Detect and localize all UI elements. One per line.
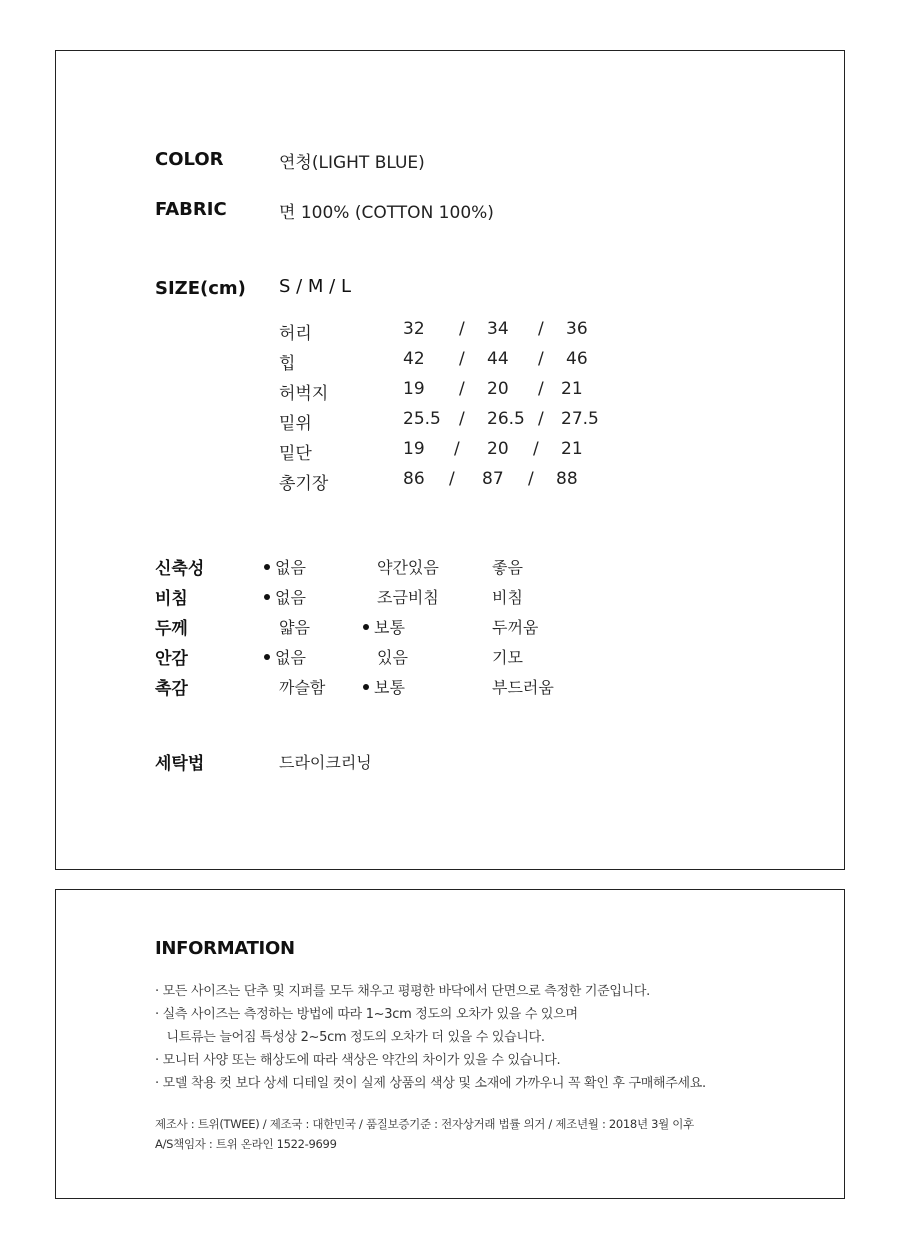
size-options: S / M / L xyxy=(279,276,351,297)
size-value: 36 xyxy=(566,319,588,339)
size-value: 21 xyxy=(561,439,583,459)
size-separator: / xyxy=(449,469,455,489)
property-option-selected: 없음 xyxy=(264,555,306,578)
property-label: 비침 xyxy=(155,589,188,609)
size-row-name: 허리 xyxy=(279,324,312,344)
size-row-name: 밑위 xyxy=(279,414,312,434)
property-option-selected: 없음 xyxy=(264,585,306,608)
property-option-selected: 보통 xyxy=(363,675,405,698)
product-spec-panel xyxy=(55,50,845,870)
size-value: 19 xyxy=(403,379,425,399)
size-value: 86 xyxy=(403,469,425,489)
size-separator: / xyxy=(454,439,460,459)
property-option-selected: 없음 xyxy=(264,645,306,668)
property-option: 부드러움 xyxy=(492,678,554,697)
selected-dot-icon xyxy=(264,654,270,660)
size-value: 20 xyxy=(487,379,509,399)
selected-dot-icon xyxy=(363,684,369,690)
size-label: SIZE(cm) xyxy=(155,278,246,299)
size-separator: / xyxy=(538,319,544,339)
size-value: 44 xyxy=(487,349,509,369)
size-value: 32 xyxy=(403,319,425,339)
size-row-name: 허벅지 xyxy=(279,384,329,404)
info-line: · 모니터 사양 또는 해상도에 따라 색상은 약간의 차이가 있을 수 있습니다. xyxy=(155,1053,561,1068)
size-value: 87 xyxy=(482,469,504,489)
size-row-name: 힙 xyxy=(279,354,296,374)
size-row-name: 밑단 xyxy=(279,444,312,464)
property-option-selected: 보통 xyxy=(363,615,405,638)
info-line: 니트류는 늘어짐 특성상 2~5cm 정도의 오차가 더 있을 수 있습니다. xyxy=(155,1030,545,1045)
property-option: 기모 xyxy=(492,648,523,667)
size-value: 46 xyxy=(566,349,588,369)
info-line: · 모델 착용 컷 보다 상세 디테일 컷이 실제 상품의 색상 및 소재에 가까우니 꼭 확인 후 구매해주세요. xyxy=(155,1076,706,1091)
property-option: 조금비침 xyxy=(377,588,439,607)
size-separator: / xyxy=(528,469,534,489)
property-option: 약간있음 xyxy=(377,558,439,577)
size-separator: / xyxy=(538,349,544,369)
property-label: 안감 xyxy=(155,649,188,669)
size-value: 21 xyxy=(561,379,583,399)
property-label: 촉감 xyxy=(155,679,188,699)
manufacturer-info: 제조사 : 트위(TWEE) / 제조국 : 대한민국 / 품질보증기준 : 전자상거래 법률 의거 / 제조년월 : 2018년 3월 이후 xyxy=(155,1117,694,1131)
selected-dot-icon xyxy=(264,594,270,600)
fabric-value: 면 100% (COTTON 100%) xyxy=(279,203,494,223)
size-value: 26.5 xyxy=(487,409,525,429)
information-panel xyxy=(55,889,845,1199)
property-option: 까슬함 xyxy=(279,678,326,697)
size-value: 25.5 xyxy=(403,409,441,429)
size-separator: / xyxy=(538,409,544,429)
size-row-name: 총기장 xyxy=(279,474,329,494)
size-separator: / xyxy=(459,379,465,399)
property-option: 좋음 xyxy=(492,558,523,577)
property-option: 얇음 xyxy=(279,618,310,637)
selected-dot-icon xyxy=(264,564,270,570)
selected-dot-icon xyxy=(363,624,369,630)
size-value: 42 xyxy=(403,349,425,369)
size-separator: / xyxy=(533,439,539,459)
property-option: 있음 xyxy=(377,648,408,667)
color-value: 연청(LIGHT BLUE) xyxy=(279,153,425,173)
info-line: · 실측 사이즈는 측정하는 방법에 따라 1~3cm 정도의 오차가 있을 수 있으며 xyxy=(155,1007,578,1022)
property-option: 두꺼움 xyxy=(492,618,539,637)
wash-value: 드라이크리닝 xyxy=(279,753,372,772)
property-option: 비침 xyxy=(492,588,523,607)
size-separator: / xyxy=(459,319,465,339)
size-value: 19 xyxy=(403,439,425,459)
property-label: 두께 xyxy=(155,619,188,639)
color-label: COLOR xyxy=(155,149,224,170)
size-value: 27.5 xyxy=(561,409,599,429)
size-separator: / xyxy=(459,409,465,429)
wash-label: 세탁법 xyxy=(155,754,205,774)
as-contact-info: A/S책임자 : 트위 온라인 1522-9699 xyxy=(155,1137,337,1151)
size-separator: / xyxy=(459,349,465,369)
fabric-label: FABRIC xyxy=(155,199,227,220)
information-title: INFORMATION xyxy=(155,938,295,959)
info-line: · 모든 사이즈는 단추 및 지퍼를 모두 채우고 평평한 바닥에서 단면으로 측정한 기준입니다. xyxy=(155,984,650,999)
size-value: 88 xyxy=(556,469,578,489)
property-label: 신축성 xyxy=(155,559,205,579)
size-separator: / xyxy=(538,379,544,399)
size-value: 34 xyxy=(487,319,509,339)
size-value: 20 xyxy=(487,439,509,459)
